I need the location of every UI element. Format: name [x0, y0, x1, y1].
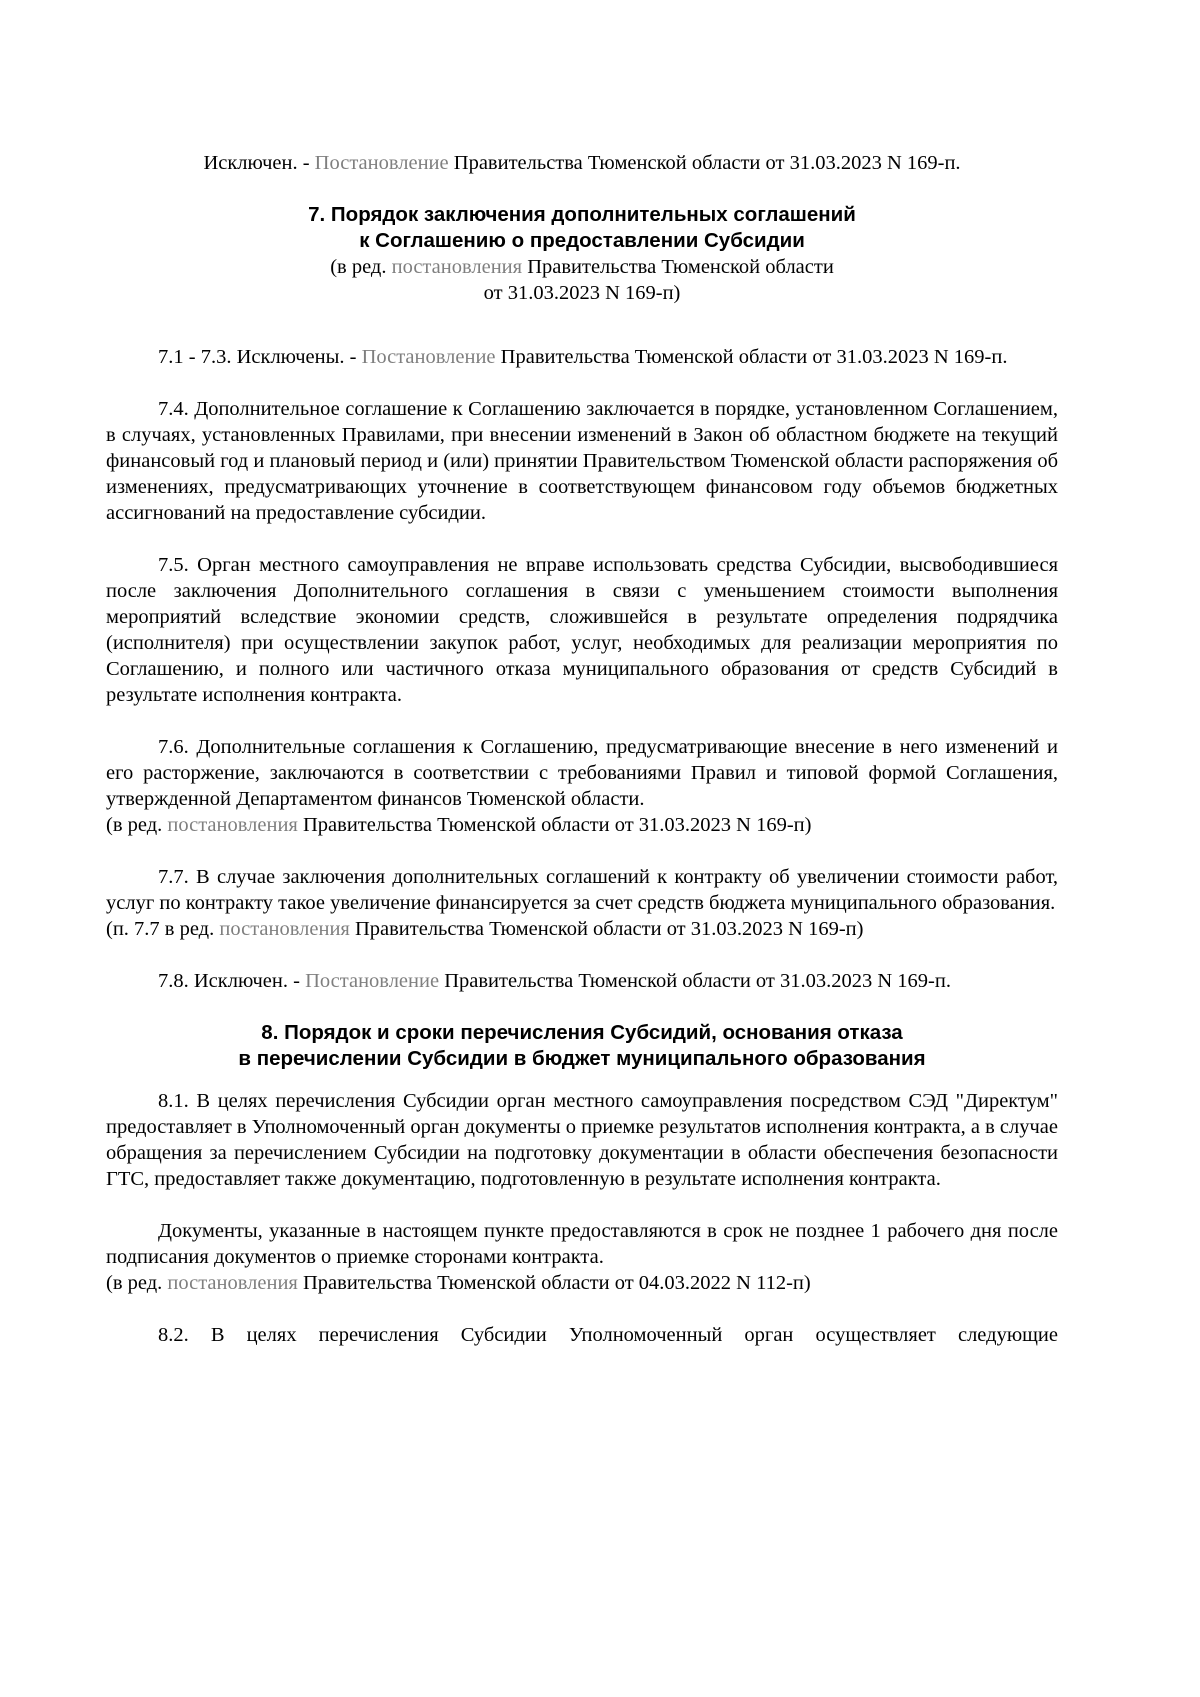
top-excluded-note — [106, 150, 1058, 176]
paragraph-7-7-edition-note — [106, 916, 1058, 942]
section-7-edition-note-line-1 — [106, 254, 1058, 280]
section-8-title-line-2: в перечислении Субсидии в бюджет муниципального образования — [238, 1047, 926, 1070]
note-text: Правительства Тюменской области от 04.03.2022 N 112-п) — [297, 1272, 811, 1294]
section-8-title-line-1: 8. Порядок и сроки перечисления Субсидий, основания отказа — [261, 1021, 903, 1044]
section-7-header — [106, 202, 1058, 306]
paragraph-7-4: 7.4. Дополнительное соглашение к Соглашению заключается в порядке, установленном Соглашением, в случаях, установленных Правилами, при внесении изменений в Закон об областном бюджете на текущий финансовый год и плановый период и (или) принятии Правительством Тюменской области распоряжения об изменениях, предусматривающих уточнение в соответствующем финансовом году объемов бюджетных ассигнований на предоставление субсидии. — [106, 398, 1058, 524]
note-text: Правительства Тюменской области от 31.03.2023 N 169-п. — [439, 970, 951, 992]
paragraph-7-7: 7.7. В случае заключения дополнительных соглашений к контракту об увеличении стоимости работ, услуг по контракту такое увеличение финансируется за счет средств бюджета муниципального образования. — [106, 866, 1058, 914]
paragraph-8-1: 8.1. В целях перечисления Субсидии орган местного самоуправления посредством СЭД "Директум" предоставляет в Уполномоченный орган документы о приемке результатов исполнения контракта, а в случае обращения за перечислением Субсидии на подготовку документации в области обеспечения безопасности ГТС, предоставляет также документацию, подготовленную в результате исполнения контракта. — [106, 1090, 1058, 1190]
paragraph-8-1-documents: Документы, указанные в настоящем пункте предоставляются в срок не позднее 1 рабочего дня после подписания документов о приемке сторонами контракта. — [106, 1220, 1058, 1268]
resolution-link[interactable]: Постановление — [314, 152, 449, 174]
note-text: Правительства Тюменской области — [522, 256, 834, 278]
note-text: 7.1 - 7.3. Исключены. - — [158, 346, 362, 368]
note-text: (в ред. — [106, 814, 168, 836]
note-text: 7.8. Исключен. - — [158, 970, 306, 992]
section-7-edition-note-line-2: от 31.03.2023 N 169-п) — [483, 282, 681, 304]
resolution-link[interactable]: постановления — [167, 1272, 298, 1294]
paragraph-8-2: 8.2. В целях перечисления Субсидии Уполномоченный орган осуществляет следующие — [158, 1324, 1058, 1346]
resolution-link[interactable]: Постановление — [361, 346, 496, 368]
note-text: (п. 7.7 в ред. — [106, 918, 220, 940]
note-text: Правительства Тюменской области от 31.03.2023 N 169-п) — [297, 814, 812, 836]
resolution-link[interactable]: постановления — [167, 814, 298, 836]
paragraph-8-1-edition-note — [106, 1270, 1058, 1296]
note-text: Правительства Тюменской области от 31.03.2023 N 169-п. — [448, 152, 961, 174]
paragraph-7-1 — [106, 344, 1058, 370]
section-7-title-line-1: 7. Порядок заключения дополнительных соглашений — [308, 203, 856, 226]
resolution-link[interactable]: постановления — [219, 918, 350, 940]
note-text: Правительства Тюменской области от 31.03.2023 N 169-п) — [349, 918, 864, 940]
note-text: (в ред. — [106, 1272, 168, 1294]
paragraph-7-5: 7.5. Орган местного самоуправления не вправе использовать средства Субсидии, высвободившиеся после заключения Дополнительного соглашения в связи с уменьшением стоимости выполнения мероприятий вследствие экономии средств, сложившейся в результате определения подрядчика (исполнителя) при осуществлении закупок работ, услуг, необходимых для реализации мероприятия по Соглашению, и полного или частичного отказа муниципального образования от средств Субсидий в результате исполнения контракта. — [106, 554, 1058, 706]
note-text: Исключен. - — [203, 152, 315, 174]
note-text: Правительства Тюменской области от 31.03.2023 N 169-п. — [495, 346, 1008, 368]
section-7-title-line-2: к Соглашению о предоставлении Субсидии — [359, 229, 805, 252]
paragraph-7-6: 7.6. Дополнительные соглашения к Соглашению, предусматривающие внесение в него изменений и его расторжение, заключаются в соответствии с требованиями Правил и типовой формой Соглашения, утвержденной Департаментом финансов Тюменской области. — [106, 736, 1058, 810]
resolution-link[interactable]: Постановление — [305, 970, 440, 992]
resolution-link[interactable]: постановления — [391, 256, 523, 278]
note-text: (в ред. — [330, 256, 392, 278]
paragraph-7-6-edition-note — [106, 812, 1058, 838]
paragraph-7-8 — [106, 968, 1058, 994]
document-page — [106, 150, 1058, 1374]
section-8-header — [106, 1020, 1058, 1072]
